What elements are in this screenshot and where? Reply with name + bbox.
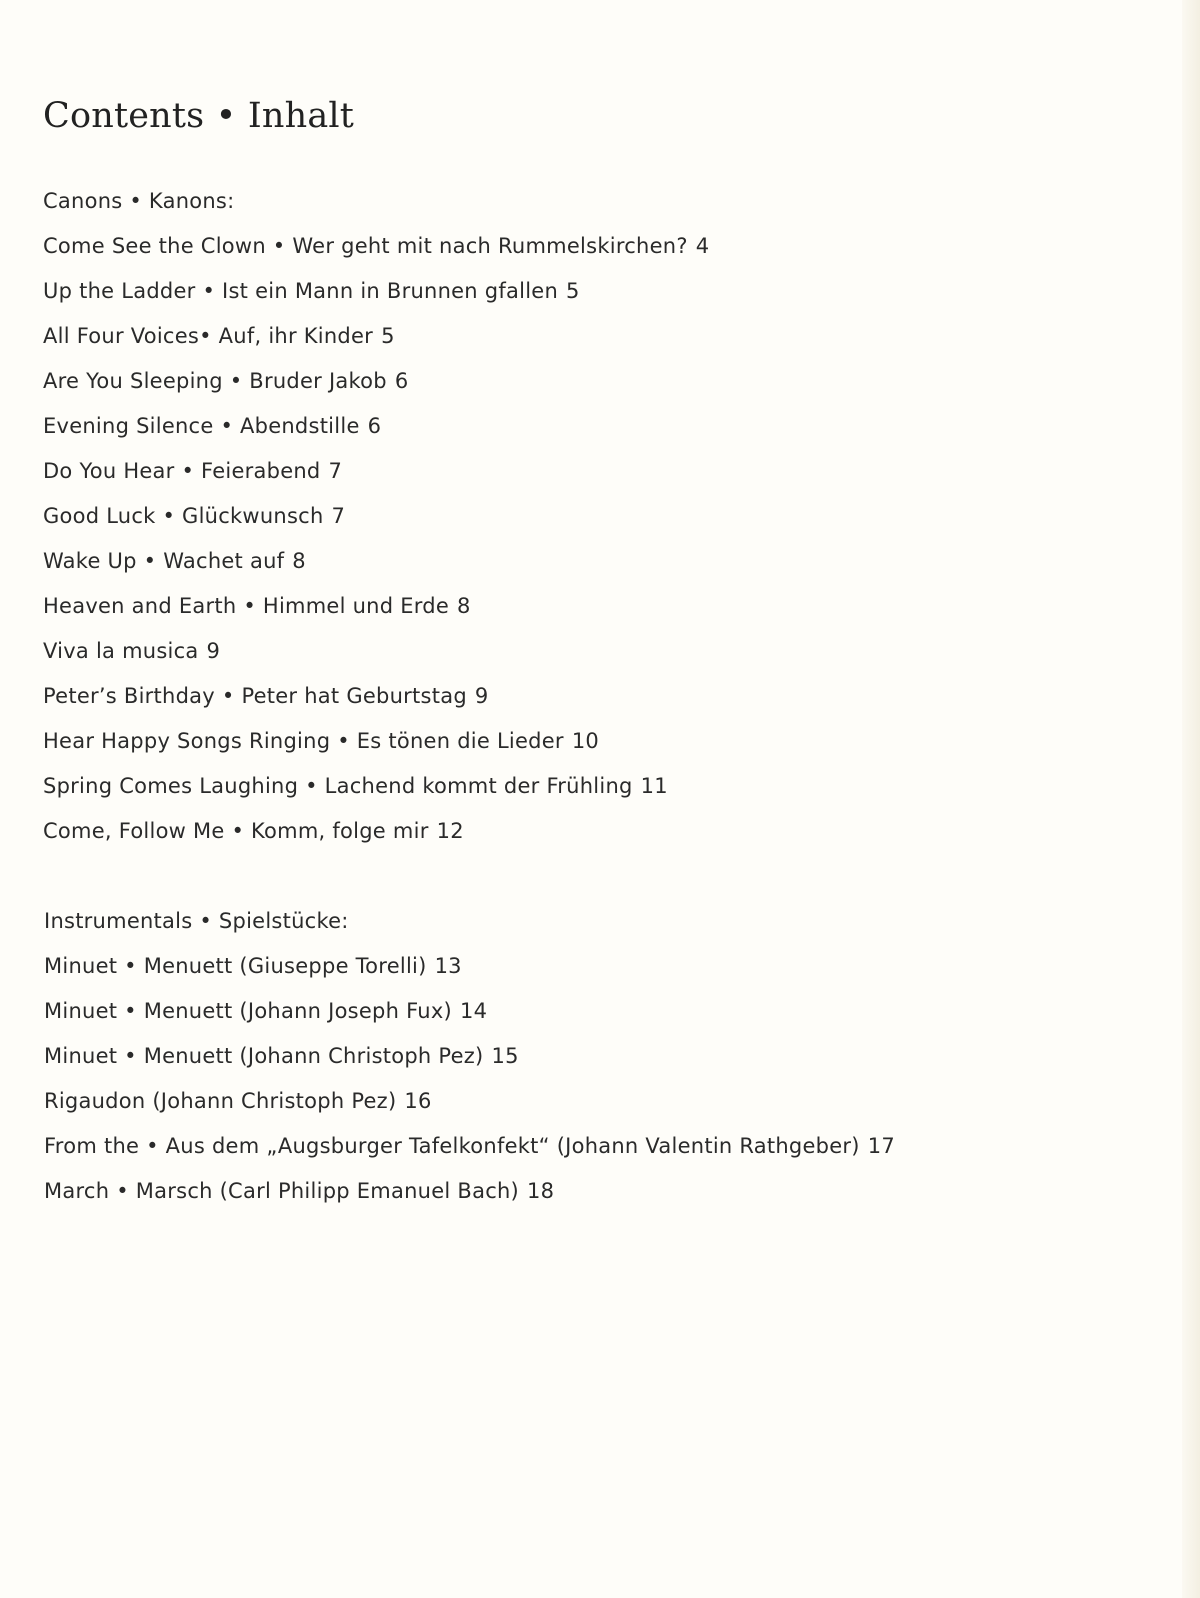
toc-entry-title: Minuet • Menuett (Johann Christoph Pez): [44, 1044, 484, 1068]
page-title: Contents • Inhalt: [43, 96, 355, 136]
toc-entry-title: From the • Aus dem „Augsburger Tafelkonfekt“ (Johann Valentin Rathgeber): [44, 1134, 860, 1158]
toc-entry-title: Up the Ladder • Ist ein Mann in Brunnen gfallen: [43, 279, 559, 303]
toc-entry-page-number: 10: [571, 729, 600, 753]
toc-entry-title: Hear Happy Songs Ringing • Es tönen die Lieder: [43, 729, 564, 753]
toc-entry: [44, 1086, 1044, 1131]
toc-entry-title: Rigaudon (Johann Christoph Pez): [44, 1089, 397, 1113]
toc-entry-title: Do You Hear • Feierabend: [43, 459, 321, 483]
toc-entry-page-number: 7: [328, 459, 343, 483]
toc-entry-page-number: 5: [381, 324, 395, 348]
toc-entry-title: Peter’s Birthday • Peter hat Geburtstag: [43, 684, 467, 708]
toc-entry: [43, 501, 1043, 546]
toc-entry: [43, 366, 1043, 411]
canons-section: [43, 186, 1043, 861]
toc-entry: [43, 456, 1043, 501]
toc-entry: [43, 771, 1043, 816]
toc-entry-page-number: 15: [491, 1044, 519, 1068]
toc-entry-page-number: 18: [527, 1179, 555, 1203]
page-edge-shadow: [1182, 0, 1200, 1598]
toc-entry-title: Minuet • Menuett (Johann Joseph Fux): [44, 999, 452, 1023]
toc-entry: [43, 411, 1043, 456]
toc-entry-page-number: 5: [566, 279, 580, 303]
toc-entry: [43, 636, 1043, 681]
toc-entry: [43, 816, 1043, 861]
toc-entry-page-number: 4: [695, 234, 710, 258]
toc-entry: [43, 321, 1043, 366]
toc-entry-page-number: 14: [459, 999, 488, 1023]
toc-entry: [44, 1176, 1044, 1221]
toc-entry: [43, 546, 1043, 591]
toc-entry: [43, 591, 1043, 636]
toc-entry-page-number: 13: [434, 954, 462, 978]
toc-entry-title: Wake Up • Wachet auf: [43, 549, 285, 573]
toc-entry-title: Come See the Clown • Wer geht mit nach Rummelskirchen?: [43, 234, 688, 258]
toc-entry-page-number: 11: [640, 774, 668, 798]
toc-entry: [44, 951, 1044, 996]
toc-entry: [44, 1041, 1044, 1086]
instrumentals-heading: Instrumentals • Spielstücke:: [44, 909, 349, 933]
toc-entry-title: Heaven and Earth • Himmel und Erde: [43, 594, 450, 618]
instrumentals-list: [44, 951, 1044, 1221]
toc-entry-page-number: 17: [867, 1134, 895, 1158]
toc-entry-title: Minuet • Menuett (Giuseppe Torelli): [44, 954, 427, 978]
toc-entry: [43, 681, 1043, 726]
toc-entry-title: March • Marsch (Carl Philipp Emanuel Bach): [44, 1179, 519, 1203]
toc-entry: [44, 1131, 1044, 1176]
toc-entry-title: Come, Follow Me • Komm, folge mir: [43, 819, 429, 843]
toc-entry-title: Evening Silence • Abendstille: [43, 414, 360, 438]
toc-entry-title: Are You Sleeping • Bruder Jakob: [43, 369, 387, 393]
toc-entry-page-number: 8: [292, 549, 306, 573]
toc-entry-page-number: 12: [436, 819, 464, 843]
toc-entry-page-number: 7: [331, 504, 346, 528]
toc-entry-title: All Four Voices• Auf, ihr Kinder: [43, 324, 374, 348]
toc-entry-title: Viva la musica: [43, 639, 199, 663]
toc-entry: [43, 726, 1043, 771]
toc-entry-page-number: 9: [206, 639, 221, 663]
canons-list: [43, 231, 1043, 861]
toc-entry-page-number: 9: [474, 684, 489, 708]
instrumentals-section: [44, 906, 1044, 1221]
canons-heading: Canons • Kanons:: [43, 189, 235, 213]
toc-entry-page-number: 6: [394, 369, 409, 393]
toc-entry-page-number: 8: [457, 594, 471, 618]
toc-entry-page-number: 16: [404, 1089, 432, 1113]
toc-entry: [43, 231, 1043, 276]
toc-entry-title: Spring Comes Laughing • Lachend kommt der Frühling: [43, 774, 633, 798]
toc-entry-title: Good Luck • Glückwunsch: [43, 504, 324, 528]
toc-entry-page-number: 6: [367, 414, 382, 438]
toc-entry: [43, 276, 1043, 321]
toc-entry: [44, 996, 1044, 1041]
